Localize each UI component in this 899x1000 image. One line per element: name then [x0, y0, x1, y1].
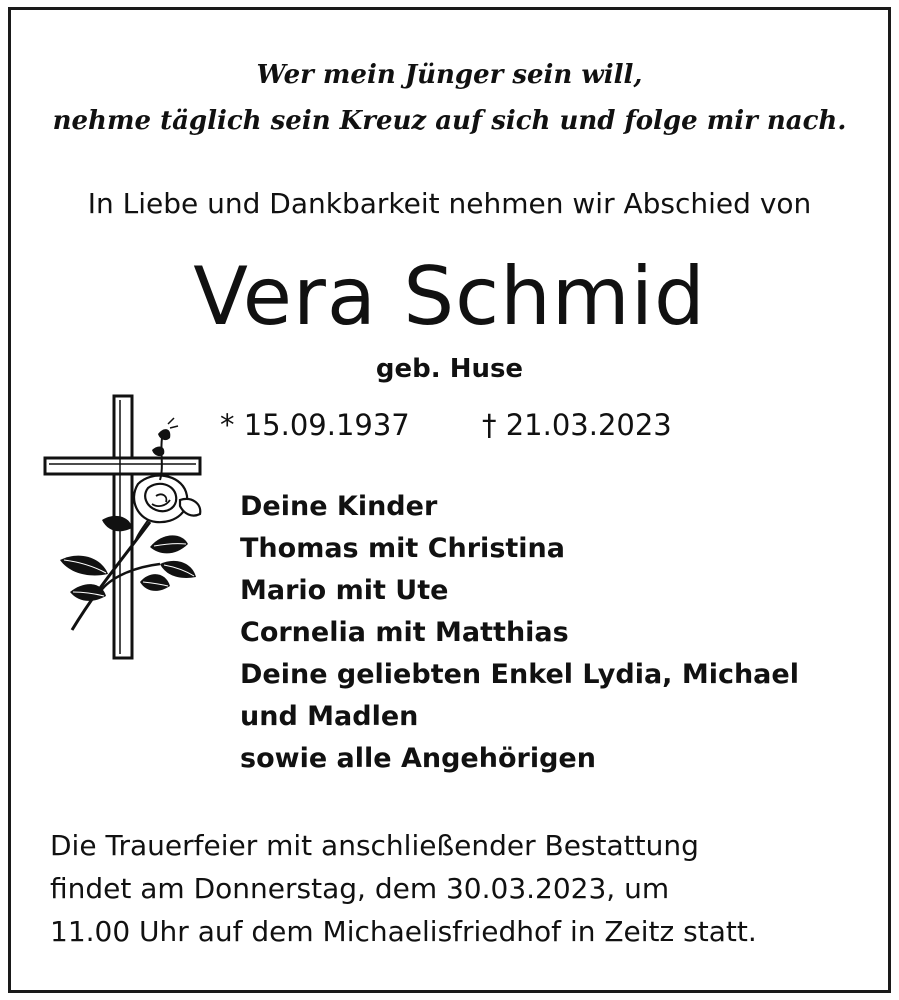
family-line: und Madlen [240, 701, 419, 732]
family-list [240, 486, 860, 780]
funeral-notice [50, 824, 850, 953]
family-line: Mario mit Ute [240, 575, 449, 606]
deceased-name: Vera Schmid [193, 250, 706, 343]
family-line: Deine Kinder [240, 491, 438, 522]
verse-line-2: nehme täglich sein Kreuz auf sich und folge mir nach. [52, 106, 847, 136]
family-line: Thomas mit Christina [240, 533, 565, 564]
verse-line-1: Wer mein Jünger sein will, [256, 60, 643, 90]
death-date: † 21.03.2023 [482, 408, 672, 442]
intro-text: In Liebe und Dankbarkeit nehmen wir Abschied von [87, 187, 812, 220]
family-line: sowie alle Angehörigen [240, 743, 596, 774]
notice-line: 11.00 Uhr auf dem Michaelisfriedhof in Zeitz statt. [50, 915, 757, 948]
cross-with-rose-icon [40, 392, 205, 664]
family-line: Cornelia mit Matthias [240, 617, 569, 648]
family-line: Deine geliebten Enkel Lydia, Michael [240, 659, 799, 690]
maiden-name: geb. Huse [375, 354, 524, 384]
notice-line: findet am Donnerstag, dem 30.03.2023, um [50, 872, 670, 905]
birth-date: * 15.09.1937 [220, 408, 410, 442]
notice-line: Die Trauerfeier mit anschließender Bestattung [50, 829, 699, 862]
